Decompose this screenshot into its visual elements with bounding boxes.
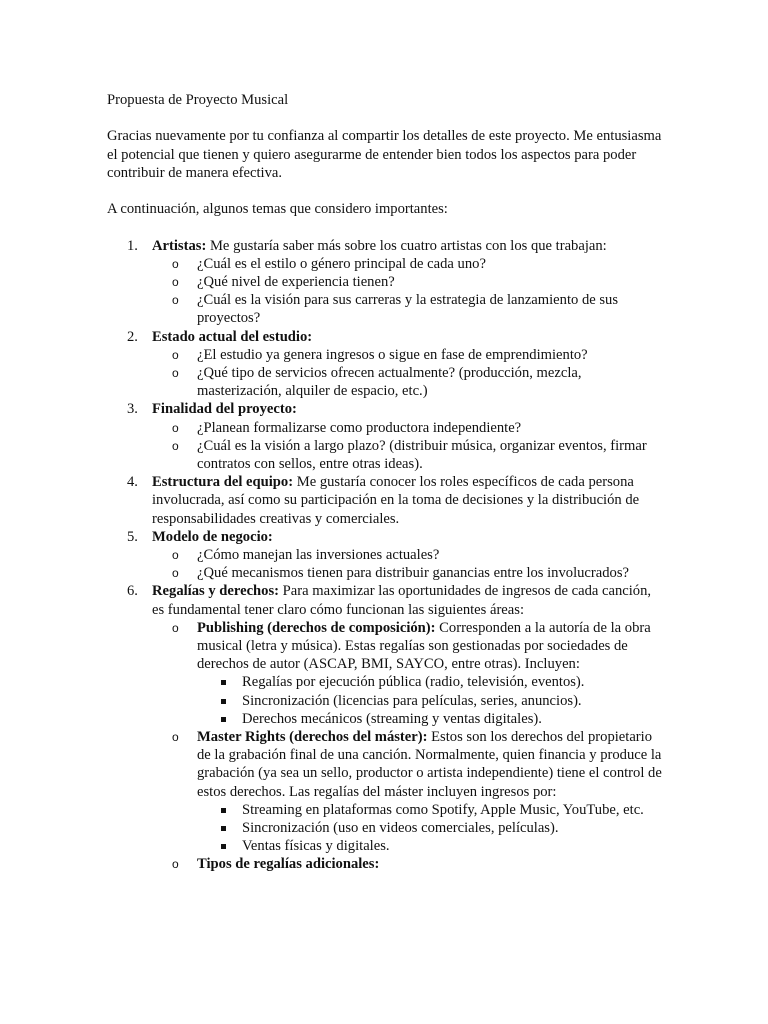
- sub-item: [152, 346, 662, 364]
- sub-item: [152, 437, 662, 473]
- list-item: [107, 473, 662, 528]
- bullet-item: [197, 819, 662, 837]
- sub-item: [152, 419, 662, 437]
- sub-item-heading: Tipos de regalías adicionales:: [197, 856, 380, 873]
- list-item: [107, 328, 662, 401]
- intro-paragraph: Gracias nuevamente por tu confianza al compartir los detalles de este proyecto. Me entusiasma el potencial que tienen y quiero asegurarme de entender bien todos los aspectos para poder contribuir de manera efectiva.: [107, 128, 662, 181]
- list-item: [107, 400, 662, 473]
- item-number: 2.: [127, 328, 138, 345]
- sub-item: [152, 291, 662, 327]
- bullet-item: [197, 837, 662, 855]
- bullet-text: Sincronización (licencias para películas, series, anuncios).: [242, 692, 582, 709]
- document-body: [107, 91, 662, 874]
- sub-item-text: ¿Cómo manejan las inversiones actuales?: [197, 547, 440, 564]
- sub-bullet: o: [172, 274, 179, 289]
- sub-bullet: o: [172, 420, 179, 435]
- sub-item-text: ¿El estudio ya genera ingresos o sigue en fase de emprendimiento?: [197, 346, 588, 363]
- square-bullet-icon: [221, 826, 226, 831]
- sub-bullet: o: [172, 566, 179, 581]
- sub-item-text: ¿Qué tipo de servicios ofrecen actualmente? (producción, mezcla, masterización, alquiler de espacio, etc.): [197, 365, 582, 400]
- item-number: 6.: [127, 583, 138, 600]
- sub-list: [152, 546, 662, 582]
- list-item: [107, 237, 662, 328]
- sub-bullet: o: [172, 256, 179, 271]
- sub-list: [152, 419, 662, 474]
- square-bullet-icon: [221, 717, 226, 722]
- sub-item: [152, 564, 662, 582]
- topics-list: [107, 237, 662, 874]
- square-bullet-icon: [221, 699, 226, 704]
- sub-bullet: o: [172, 366, 179, 380]
- bullet-text: Regalías por ejecución pública (radio, televisión, eventos).: [242, 674, 585, 691]
- item-heading: Estructura del equipo:: [152, 474, 294, 491]
- sub-item-text: Corresponden a la autoría de la obra musical (letra y música). Estas regalías son gestionadas por sociedades de derechos de autor (ASCAP, BMI, SAYCO, entre otras). Incluyen:: [197, 619, 651, 673]
- item-text: Para maximizar las oportunidades de ingresos de cada canción, es fundamental tener claro cómo funcionan las siguientes áreas:: [152, 583, 652, 618]
- sub-item-text: ¿Qué mecanismos tienen para distribuir ganancias entre los involucrados?: [197, 565, 629, 582]
- sub-item-heading: Publishing (derechos de composición):: [197, 619, 436, 636]
- sub-item: [152, 255, 662, 273]
- bullet-list: [197, 801, 662, 856]
- bullet-text: Streaming en plataformas como Spotify, Apple Music, YouTube, etc.: [242, 801, 644, 818]
- sub-bullet: o: [172, 548, 179, 563]
- sub-bullet: o: [172, 857, 179, 872]
- item-heading: Artistas:: [152, 237, 207, 254]
- sub-item-heading: Master Rights (derechos del máster):: [197, 729, 428, 746]
- item-number: 4.: [127, 474, 138, 491]
- item-text: Me gustaría conocer los roles específicos de cada persona involucrada, así como su participación en la toma de decisiones y la distribución de responsabilidades creativas y comerciales.: [152, 474, 640, 527]
- bullet-text: Derechos mecánicos (streaming y ventas digitales).: [242, 710, 542, 727]
- sub-item: [152, 364, 662, 400]
- square-bullet-icon: [221, 808, 226, 813]
- item-number: 3.: [127, 401, 138, 418]
- list-item: [107, 528, 662, 583]
- item-number: 1.: [127, 237, 138, 254]
- lead-paragraph: A continuación, algunos temas que considero importantes:: [107, 201, 448, 218]
- sub-item-text: ¿Cuál es la visión para sus carreras y la estrategia de lanzamiento de sus proyectos?: [197, 292, 619, 327]
- sub-item: [152, 273, 662, 291]
- bullet-text: Sincronización (uso en videos comerciales, películas).: [242, 820, 559, 837]
- sub-list: [152, 255, 662, 328]
- sub-list: [152, 619, 662, 874]
- sub-bullet: o: [172, 620, 179, 635]
- square-bullet-icon: [221, 680, 226, 685]
- bullet-item: [197, 692, 662, 710]
- sub-bullet: o: [172, 293, 179, 308]
- sub-bullet: o: [172, 438, 179, 453]
- bullet-item: [197, 801, 662, 819]
- list-item: [107, 582, 662, 873]
- bullet-list: [197, 673, 662, 728]
- bullet-item: [197, 673, 662, 691]
- sub-list: [152, 346, 662, 401]
- sub-item: [152, 546, 662, 564]
- item-heading: Finalidad del proyecto:: [152, 401, 297, 418]
- document-title: Propuesta de Proyecto Musical: [107, 92, 289, 108]
- item-number: 5.: [127, 528, 138, 545]
- item-heading: Estado actual del estudio:: [152, 328, 313, 345]
- item-heading: Modelo de negocio:: [152, 528, 273, 545]
- sub-bullet: o: [172, 347, 179, 362]
- sub-item-text: Estos son los derechos del propietario de la grabación final de una canción. Normalmente, quien financia y produce la grabación (ya sea un sello, productor o artista independiente) tiene el control de estos derechos. Las regalías del máster incluyen ingresos por:: [197, 729, 662, 800]
- sub-item: [152, 855, 662, 873]
- item-heading: Regalías y derechos:: [152, 583, 280, 600]
- square-bullet-icon: [221, 844, 226, 849]
- sub-item-text: ¿Cuál es la visión a largo plazo? (distribuir música, organizar eventos, firmar contratos con sellos, entre otras ideas).: [197, 437, 647, 473]
- sub-item-text: ¿Cuál es el estilo o género principal de cada uno?: [197, 255, 486, 272]
- sub-item-text: ¿Planean formalizarse como productora independiente?: [197, 419, 522, 436]
- bullet-item: [197, 710, 662, 728]
- sub-item: [152, 728, 662, 855]
- sub-item-text: ¿Qué nivel de experiencia tienen?: [197, 273, 395, 290]
- bullet-text: Ventas físicas y digitales.: [242, 838, 390, 855]
- sub-bullet: o: [172, 730, 179, 745]
- item-text: Me gustaría saber más sobre los cuatro artistas con los que trabajan:: [206, 237, 607, 254]
- sub-item: [152, 619, 662, 728]
